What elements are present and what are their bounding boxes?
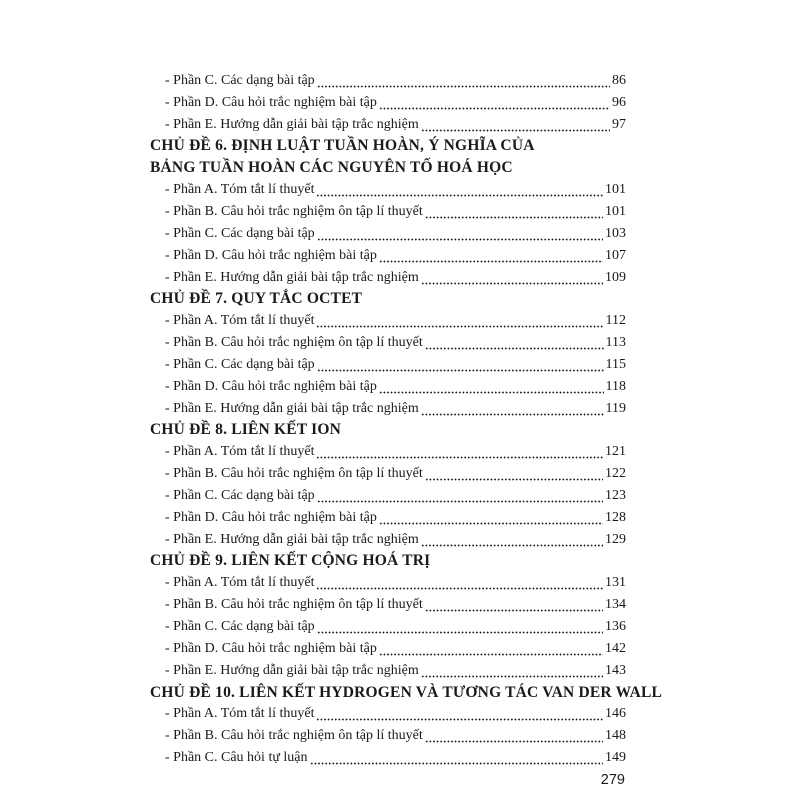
toc-entry-title: - Phần A. Tóm tắt lí thuyết [165, 575, 315, 591]
toc-entry [150, 245, 626, 267]
toc-entry-page: 122 [605, 466, 626, 482]
toc-entry [150, 267, 626, 289]
toc-entry-title: - Phần B. Câu hỏi trắc nghiệm ôn tập lí thuyết [165, 335, 423, 351]
toc-entry-page: 129 [605, 531, 626, 547]
table-of-contents [150, 70, 663, 769]
toc-entry [150, 310, 626, 332]
toc-chapter-heading: CHỦ ĐỀ 9. LIÊN KẾT CỘNG HOÁ TRỊ [150, 552, 431, 570]
toc-entry [150, 114, 626, 136]
toc-entry-title: - Phần E. Hướng dẫn giải bài tập trắc nghiệm [165, 662, 419, 678]
toc-entry-page: 128 [605, 509, 626, 525]
toc-entry-title: - Phần A. Tóm tắt lí thuyết [165, 313, 315, 329]
toc-entry [150, 703, 626, 725]
toc-entry-page: 96 [612, 94, 626, 110]
toc-entry [150, 70, 626, 92]
toc-entry-title: - Phần D. Câu hỏi trắc nghiệm bài tập [165, 247, 377, 263]
toc-entry-page: 119 [605, 400, 626, 416]
toc-entry-title: - Phần C. Câu hỏi tự luận [165, 750, 308, 766]
toc-entry-page: 121 [605, 444, 626, 460]
toc-entry [150, 485, 626, 507]
dot-leader [316, 183, 603, 197]
dot-leader [379, 642, 603, 656]
dot-leader [310, 751, 603, 765]
toc-entry-title: - Phần D. Câu hỏi trắc nghiệm bài tập [165, 509, 377, 525]
dot-leader [317, 227, 603, 241]
toc-entry-title: - Phần A. Tóm tắt lí thuyết [165, 706, 315, 722]
toc-entry-title: - Phần D. Câu hỏi trắc nghiệm bài tập [165, 94, 377, 110]
toc-entry [150, 638, 626, 660]
dot-leader [425, 336, 604, 350]
toc-entry-page: 136 [605, 619, 626, 635]
toc-entry [150, 201, 626, 223]
dot-leader [316, 576, 603, 590]
toc-entry [150, 332, 626, 354]
toc-chapter-heading: CHỦ ĐỀ 10. LIÊN KẾT HYDROGEN VÀ TƯƠNG TÁC VAN DER WALL [150, 683, 663, 701]
toc-entry-page: 112 [605, 313, 626, 329]
dot-leader [425, 729, 603, 743]
toc-chapter-heading: CHỦ ĐỀ 8. LIÊN KẾT ION [150, 421, 342, 439]
toc-entry-page: 101 [605, 203, 626, 219]
toc-entry [150, 660, 626, 682]
toc-entry-title: - Phần B. Câu hỏi trắc nghiệm ôn tập lí thuyết [165, 597, 423, 613]
toc-entry-page: 123 [605, 487, 626, 503]
toc-entry [150, 594, 626, 616]
dot-leader [421, 118, 610, 132]
dot-leader [421, 664, 603, 678]
dot-leader [316, 445, 603, 459]
toc-entry [150, 725, 626, 747]
toc-entry-page: 101 [605, 182, 626, 198]
toc-entry-title: - Phần C. Các dạng bài tập [165, 225, 315, 241]
toc-entry-title: - Phần E. Hướng dẫn giải bài tập trắc nghiệm [165, 400, 419, 416]
toc-entry-page: 131 [605, 575, 626, 591]
toc-entry-page: 149 [605, 750, 626, 766]
toc-chapter-heading: CHỦ ĐỀ 6. ĐỊNH LUẬT TUẦN HOÀN, Ý NGHĨA CỦA [150, 137, 535, 155]
toc-chapter-heading: BẢNG TUẦN HOÀN CÁC NGUYÊN TỐ HOÁ HỌC [150, 159, 513, 177]
toc-entry-page: 142 [605, 640, 626, 656]
toc-entry [150, 376, 626, 398]
toc-entry [150, 92, 626, 114]
toc-entry [150, 354, 626, 376]
toc-entry-title: - Phần E. Hướng dẫn giải bài tập trắc nghiệm [165, 531, 419, 547]
toc-entry-title: - Phần A. Tóm tắt lí thuyết [165, 444, 315, 460]
toc-entry [150, 572, 626, 594]
dot-leader [421, 533, 603, 547]
toc-entry-page: 86 [612, 72, 626, 88]
dot-leader [425, 205, 603, 219]
toc-entry [150, 507, 626, 529]
toc-entry-title: - Phần C. Các dạng bài tập [165, 487, 315, 503]
toc-entry [150, 179, 626, 201]
toc-entry-title: - Phần C. Các dạng bài tập [165, 72, 315, 88]
dot-leader [421, 402, 604, 416]
page-number: 279 [600, 772, 625, 788]
dot-leader [317, 620, 603, 634]
toc-entry [150, 616, 626, 638]
dot-leader [316, 707, 603, 721]
dot-leader [317, 489, 603, 503]
dot-leader [379, 511, 603, 525]
toc-entry-page: 118 [605, 378, 626, 394]
toc-entry-title: - Phần D. Câu hỏi trắc nghiệm bài tập [165, 378, 377, 394]
toc-entry-page: 146 [605, 706, 626, 722]
toc-entry-page: 97 [612, 116, 626, 132]
dot-leader [425, 598, 603, 612]
toc-entry [150, 529, 626, 551]
toc-entry-page: 134 [605, 597, 626, 613]
toc-entry-page: 113 [605, 335, 626, 351]
dot-leader [421, 271, 603, 285]
toc-entry [150, 441, 626, 463]
toc-entry-title: - Phần B. Câu hỏi trắc nghiệm ôn tập lí thuyết [165, 203, 423, 219]
toc-entry-title: - Phần A. Tóm tắt lí thuyết [165, 182, 315, 198]
toc-entry-title: - Phần E. Hướng dẫn giải bài tập trắc nghiệm [165, 269, 419, 285]
dot-leader [317, 74, 610, 88]
dot-leader [317, 358, 604, 372]
dot-leader [425, 467, 603, 481]
toc-entry-page: 143 [605, 662, 626, 678]
toc-entry [150, 463, 626, 485]
toc-entry-page: 148 [605, 728, 626, 744]
toc-entry-title: - Phần C. Các dạng bài tập [165, 619, 315, 635]
dot-leader [316, 314, 603, 328]
toc-entry-page: 107 [605, 247, 626, 263]
dot-leader [379, 96, 610, 110]
dot-leader [379, 380, 604, 394]
toc-entry [150, 398, 626, 420]
toc-entry-page: 115 [605, 356, 626, 372]
toc-entry-page: 103 [605, 225, 626, 241]
toc-entry-title: - Phần E. Hướng dẫn giải bài tập trắc nghiệm [165, 116, 419, 132]
toc-entry [150, 747, 626, 769]
toc-entry-title: - Phần D. Câu hỏi trắc nghiệm bài tập [165, 640, 377, 656]
toc-entry-page: 109 [605, 269, 626, 285]
toc-entry [150, 223, 626, 245]
toc-entry-title: - Phần B. Câu hỏi trắc nghiệm ôn tập lí thuyết [165, 466, 423, 482]
toc-entry-title: - Phần C. Các dạng bài tập [165, 356, 315, 372]
dot-leader [379, 249, 603, 263]
toc-entry-title: - Phần B. Câu hỏi trắc nghiệm ôn tập lí thuyết [165, 728, 423, 744]
toc-chapter-heading: CHỦ ĐỀ 7. QUY TẮC OCTET [150, 290, 363, 308]
